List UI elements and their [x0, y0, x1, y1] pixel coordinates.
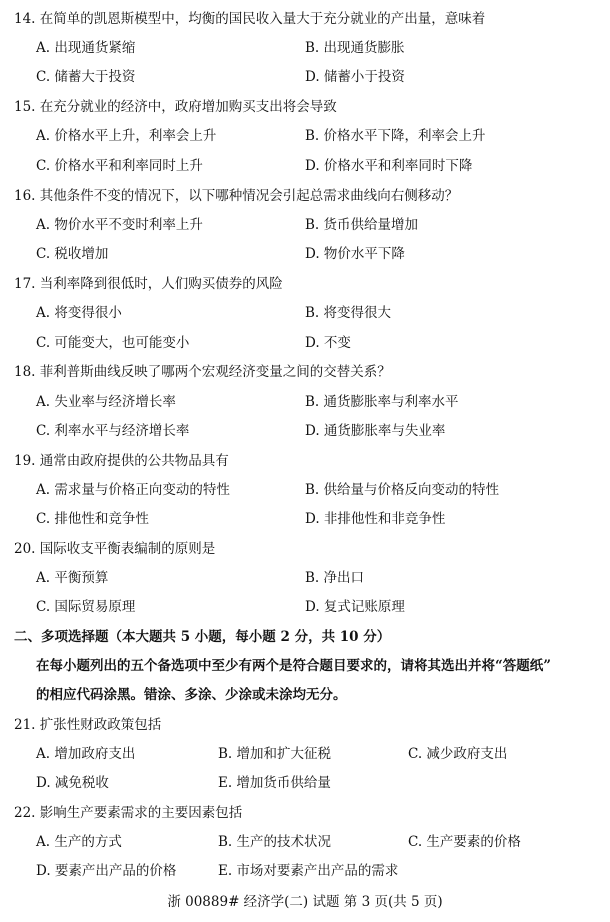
question-19-options-row-2 [0, 508, 610, 530]
question-18-option-b: B. 通货膨胀率与利率水平 [305, 394, 459, 410]
question-18-stem: 18. 菲利普斯曲线反映了哪两个宏观经济变量之间的交替关系？ [14, 364, 391, 380]
question-21-stem-line [0, 714, 610, 736]
question-17-options-row-2 [0, 332, 610, 354]
question-20-option-d: D. 复式记账原理 [305, 599, 405, 615]
question-16-option-a: A. 物价水平不变时利率上升 [36, 217, 203, 233]
question-19-option-a: A. 需求量与价格正向变动的特性 [36, 482, 230, 498]
question-21-option-a: A. 增加政府支出 [36, 746, 136, 762]
question-19-stem: 19. 通常由政府提供的公共物品具有 [14, 453, 229, 469]
question-21-stem: 21. 扩张性财政政策包括 [14, 717, 162, 733]
question-20-option-c: C. 国际贸易原理 [36, 599, 136, 615]
question-19-option-c: C. 排他性和竞争性 [36, 511, 149, 527]
question-18-option-a: A. 失业率与经济增长率 [36, 394, 176, 410]
question-20-stem-line [0, 538, 610, 560]
question-16-stem-line [0, 185, 610, 207]
question-22-stem: 22. 影响生产要素需求的主要因素包括 [14, 805, 243, 821]
question-15-option-d: D. 价格水平和利率同时下降 [305, 158, 473, 174]
question-17-option-d: D. 不变 [305, 335, 351, 351]
question-14-stem-line [0, 8, 610, 30]
question-22-option-c: C. 生产要素的价格 [408, 834, 521, 850]
question-17-option-b: B. 将变得很大 [305, 305, 392, 321]
question-14-stem: 14. 在简单的凯恩斯模型中，均衡的国民收入量大于充分就业的产出量，意味着 [14, 11, 486, 27]
section-title: 二、多项选择题（本大题共 5 小题，每小题 2 分，共 10 分） [14, 629, 391, 645]
question-22-stem-line [0, 802, 610, 824]
question-21-option-d: D. 减免税收 [36, 775, 109, 791]
question-19-options-row-1 [0, 479, 610, 501]
question-19-option-d: D. 非排他性和非竞争性 [305, 511, 446, 527]
question-19-stem-line [0, 450, 610, 472]
question-22-options-row-1 [0, 831, 610, 853]
question-16-option-b: B. 货币供给量增加 [305, 217, 419, 233]
question-16-option-c: C. 税收增加 [36, 246, 109, 262]
question-20-option-b: B. 净出口 [305, 570, 365, 586]
question-18-options-row-2 [0, 420, 610, 442]
question-16-options-row-1 [0, 214, 610, 236]
question-15-option-c: C. 价格水平和利率同时上升 [36, 158, 203, 174]
question-15-stem-line [0, 96, 610, 118]
question-20-options-row-2 [0, 596, 610, 618]
question-14-options-row-2 [0, 66, 610, 88]
question-22-option-a: A. 生产的方式 [36, 834, 122, 850]
question-22-option-b: B. 生产的技术状况 [218, 834, 332, 850]
question-20-option-a: A. 平衡预算 [36, 570, 109, 586]
question-14-option-a: A. 出现通货紧缩 [36, 40, 136, 56]
section-instruction-line-1 [0, 655, 610, 677]
section-instruction-2: 的相应代码涂黑。错涂、多涂、少涂或未涂均无分。 [36, 687, 347, 703]
question-17-option-a: A. 将变得很小 [36, 305, 122, 321]
question-14-option-b: B. 出现通货膨胀 [305, 40, 405, 56]
question-15-options-row-2 [0, 155, 610, 177]
question-22-option-d: D. 要素产出产品的价格 [36, 863, 177, 879]
question-17-option-c: C. 可能变大，也可能变小 [36, 335, 190, 351]
question-21-option-e: E. 增加货币供给量 [218, 775, 331, 791]
question-21-option-b: B. 增加和扩大征税 [218, 746, 332, 762]
question-15-stem: 15. 在充分就业的经济中，政府增加购买支出将会导致 [14, 99, 337, 115]
question-20-stem: 20. 国际收支平衡表编制的原则是 [14, 541, 216, 557]
section-title-line [0, 626, 610, 648]
question-20-options-row-1 [0, 567, 610, 589]
question-21-options-row-2 [0, 772, 610, 794]
question-18-option-c: C. 利率水平与经济增长率 [36, 423, 190, 439]
question-21-options-row-1 [0, 743, 610, 765]
question-22-option-e: E. 市场对要素产出产品的需求 [218, 863, 399, 879]
section-instruction-line-2 [0, 684, 610, 706]
question-14-option-c: C. 储蓄大于投资 [36, 69, 136, 85]
question-15-option-b: B. 价格水平下降，利率会上升 [305, 128, 486, 144]
question-14-options-row-1 [0, 37, 610, 59]
question-19-option-b: B. 供给量与价格反向变动的特性 [305, 482, 500, 498]
question-18-options-row-1 [0, 391, 610, 413]
question-15-option-a: A. 价格水平上升，利率会上升 [36, 128, 217, 144]
question-17-stem-line [0, 273, 610, 295]
question-18-option-d: D. 通货膨胀率与失业率 [305, 423, 446, 439]
question-15-options-row-1 [0, 125, 610, 147]
question-16-stem: 16. 其他条件不变的情况下，以下哪种情况会引起总需求曲线向右侧移动？ [14, 188, 459, 204]
question-17-stem: 17. 当利率降到很低时，人们购买债券的风险 [14, 276, 283, 292]
section-instruction-1: 在每小题列出的五个备选项中至少有两个是符合题目要求的，请将其选出并将“答题纸” [36, 658, 552, 674]
question-22-options-row-2 [0, 860, 610, 882]
question-14-option-d: D. 储蓄小于投资 [305, 69, 405, 85]
question-21-option-c: C. 减少政府支出 [408, 746, 508, 762]
question-17-options-row-1 [0, 302, 610, 324]
question-18-stem-line [0, 361, 610, 383]
page-footer: 浙 00889# 经济学(二) 试题 第 3 页(共 5 页) [167, 894, 443, 910]
question-16-option-d: D. 物价水平下降 [305, 246, 405, 262]
question-16-options-row-2 [0, 243, 610, 265]
